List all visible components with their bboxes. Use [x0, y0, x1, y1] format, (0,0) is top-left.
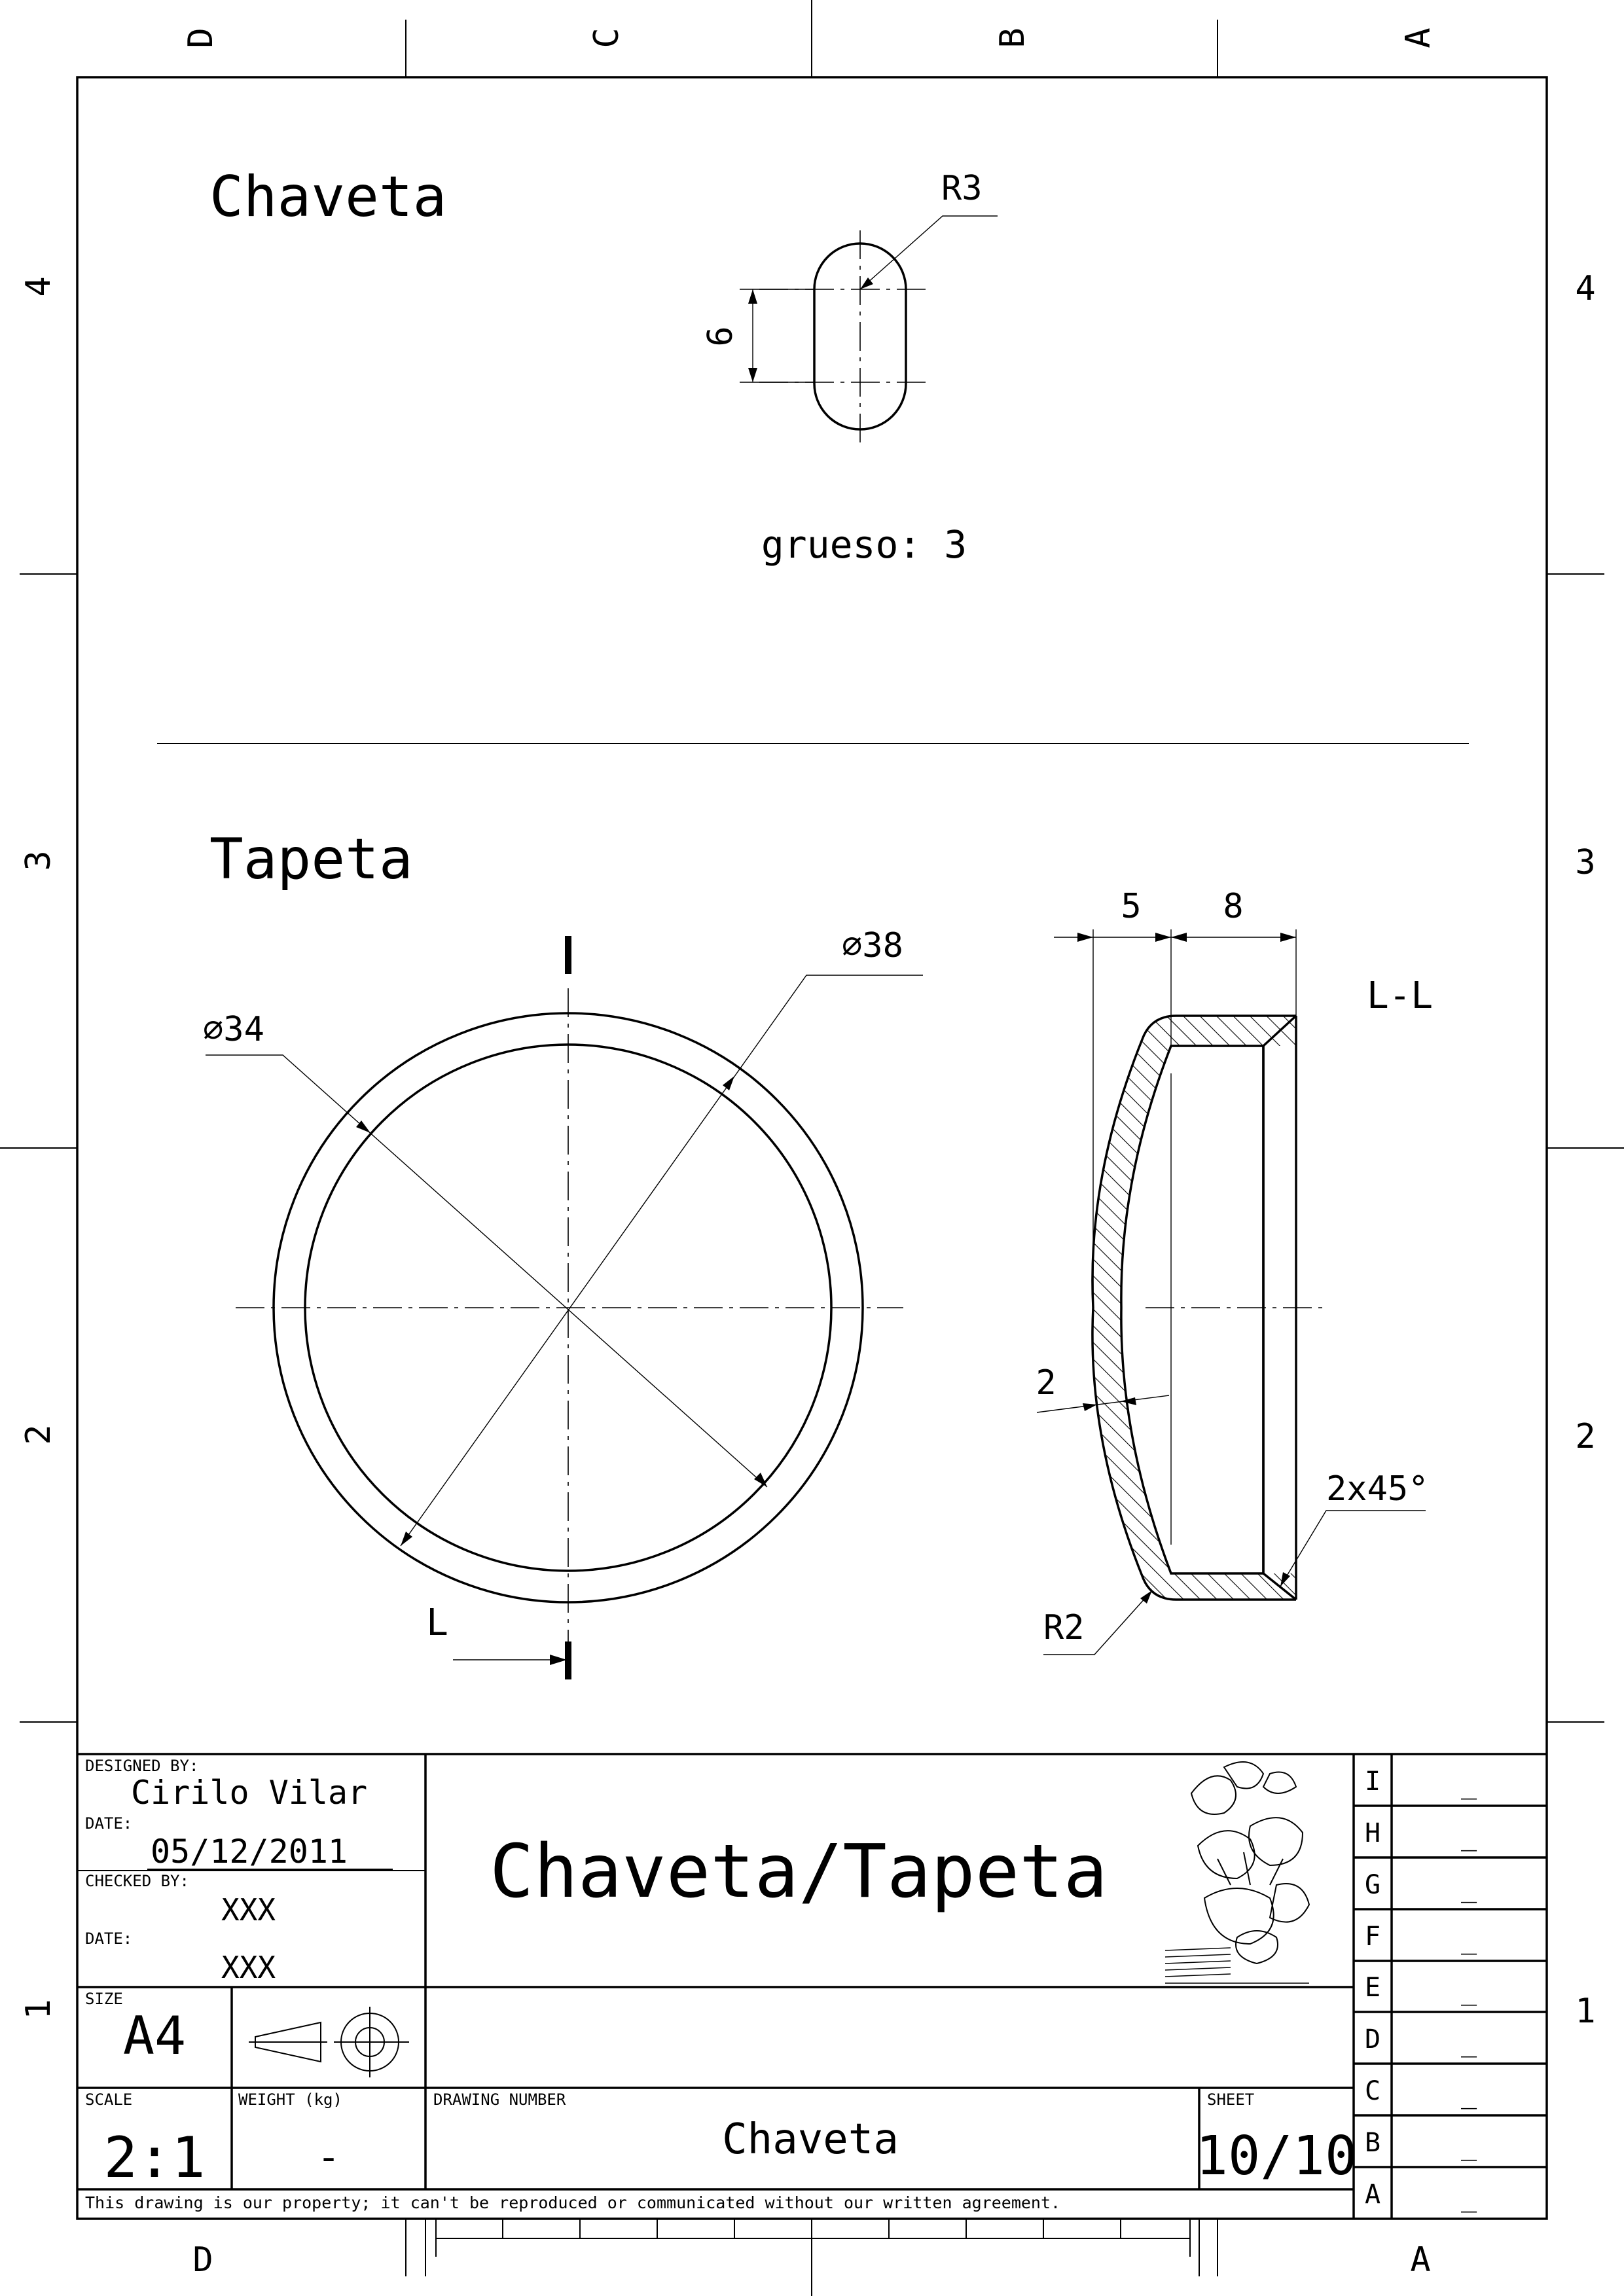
revision-letter-f: F	[1364, 1922, 1381, 1952]
revision-letter-c: C	[1364, 2076, 1381, 2106]
date2-value: XXX	[221, 1950, 276, 1985]
revision-letter-g: G	[1364, 1870, 1381, 1900]
revision-letter-e: E	[1364, 1973, 1381, 2003]
size-label: SIZE	[85, 1990, 123, 2008]
tapeta-title: Tapeta	[209, 827, 413, 892]
zone-col-bottom-a: A	[1410, 2240, 1431, 2280]
zone-row-left-4: 4	[19, 276, 58, 297]
checked-by-value: XXX	[221, 1892, 276, 1928]
tapeta-front-view	[203, 827, 923, 1679]
chaveta-width-label: 6	[701, 326, 740, 347]
revision-value-g: _	[1460, 1873, 1477, 1903]
revision-letter-h: H	[1364, 1818, 1381, 1848]
chaveta-radius-label: R3	[941, 169, 983, 208]
zone-col-bottom-d: D	[192, 2240, 213, 2280]
zone-row-left-2: 2	[19, 1424, 58, 1445]
chaveta-thickness-note: grueso: 3	[761, 522, 967, 567]
size-value: A4	[122, 2005, 187, 2066]
projection-symbol-icon	[249, 2007, 409, 2077]
revision-value-d: _	[1460, 2028, 1477, 2058]
designed-by-label: DESIGNED BY:	[85, 1757, 199, 1775]
scale-label: SCALE	[85, 2090, 133, 2109]
weight-value: -	[316, 2134, 341, 2180]
revision-value-i: _	[1460, 1770, 1477, 1800]
chaveta-title: Chaveta	[209, 164, 447, 230]
section-mark-label: L	[426, 1602, 448, 1644]
checked-by-label: CHECKED BY:	[85, 1872, 189, 1890]
chamfer-label: 2x45°	[1326, 1469, 1429, 1509]
revision-value-e: _	[1460, 1976, 1477, 2006]
dim-2-label: 2	[1036, 1363, 1056, 1403]
date-label: DATE:	[85, 1814, 133, 1833]
disclaimer-text: This drawing is our property; it can't be reproduced or communicated without our written agreement.	[85, 2193, 1061, 2212]
drawing-number-value: Chaveta	[722, 2115, 899, 2164]
zone-row-left-3: 3	[19, 850, 58, 871]
chaveta-view	[209, 164, 998, 567]
tapeta-diam-inner-label: ∅34	[203, 1010, 264, 1049]
revision-letter-d: D	[1364, 2024, 1381, 2054]
revision-value-f: _	[1460, 1925, 1477, 1955]
zone-col-top-b: B	[993, 27, 1032, 48]
drawing-number-label: DRAWING NUMBER	[433, 2090, 566, 2109]
revision-value-b: _	[1460, 2131, 1477, 2161]
dim-5-label: 5	[1121, 887, 1142, 926]
designed-by-value: Cirilo Vilar	[131, 1774, 368, 1812]
zone-row-right-4: 4	[1575, 269, 1596, 308]
zone-row-right-2: 2	[1575, 1417, 1596, 1456]
revision-rows	[1354, 1806, 1547, 2167]
scale-value: 2:1	[103, 2125, 206, 2191]
zone-labels	[19, 27, 1596, 2280]
company-logo	[1165, 1762, 1309, 1983]
zone-col-top-a: A	[1399, 27, 1438, 48]
revision-letter-a: A	[1364, 2179, 1381, 2210]
sheet-value: 10/10	[1195, 2125, 1358, 2187]
revision-value-a: _	[1460, 2183, 1477, 2213]
revision-letter-b: B	[1364, 2128, 1381, 2158]
sheet-label: SHEET	[1207, 2090, 1255, 2109]
tapeta-diam-outer-label: ∅38	[842, 926, 903, 965]
title-block	[77, 1754, 1547, 2219]
date-value: 05/12/2011	[151, 1833, 348, 1871]
revision-value-h: _	[1460, 1821, 1477, 1852]
zone-row-right-1: 1	[1575, 1992, 1596, 2031]
weight-label: WEIGHT (kg)	[238, 2090, 342, 2109]
zone-col-top-d: D	[181, 27, 221, 48]
section-view-title: L-L	[1367, 975, 1434, 1017]
tapeta-section-view	[1036, 887, 1433, 1655]
zone-row-left-1: 1	[19, 1999, 58, 2020]
drawing-title: Chaveta/Tapeta	[489, 1829, 1108, 1914]
date2-label: DATE:	[85, 1929, 133, 1948]
revision-value-c: _	[1460, 2079, 1477, 2109]
zone-col-top-c: C	[587, 27, 626, 48]
revision-letter-i: I	[1364, 1767, 1381, 1797]
section-radius-label: R2	[1043, 1608, 1085, 1647]
zone-row-right-3: 3	[1575, 843, 1596, 882]
dim-8-label: 8	[1223, 887, 1244, 926]
